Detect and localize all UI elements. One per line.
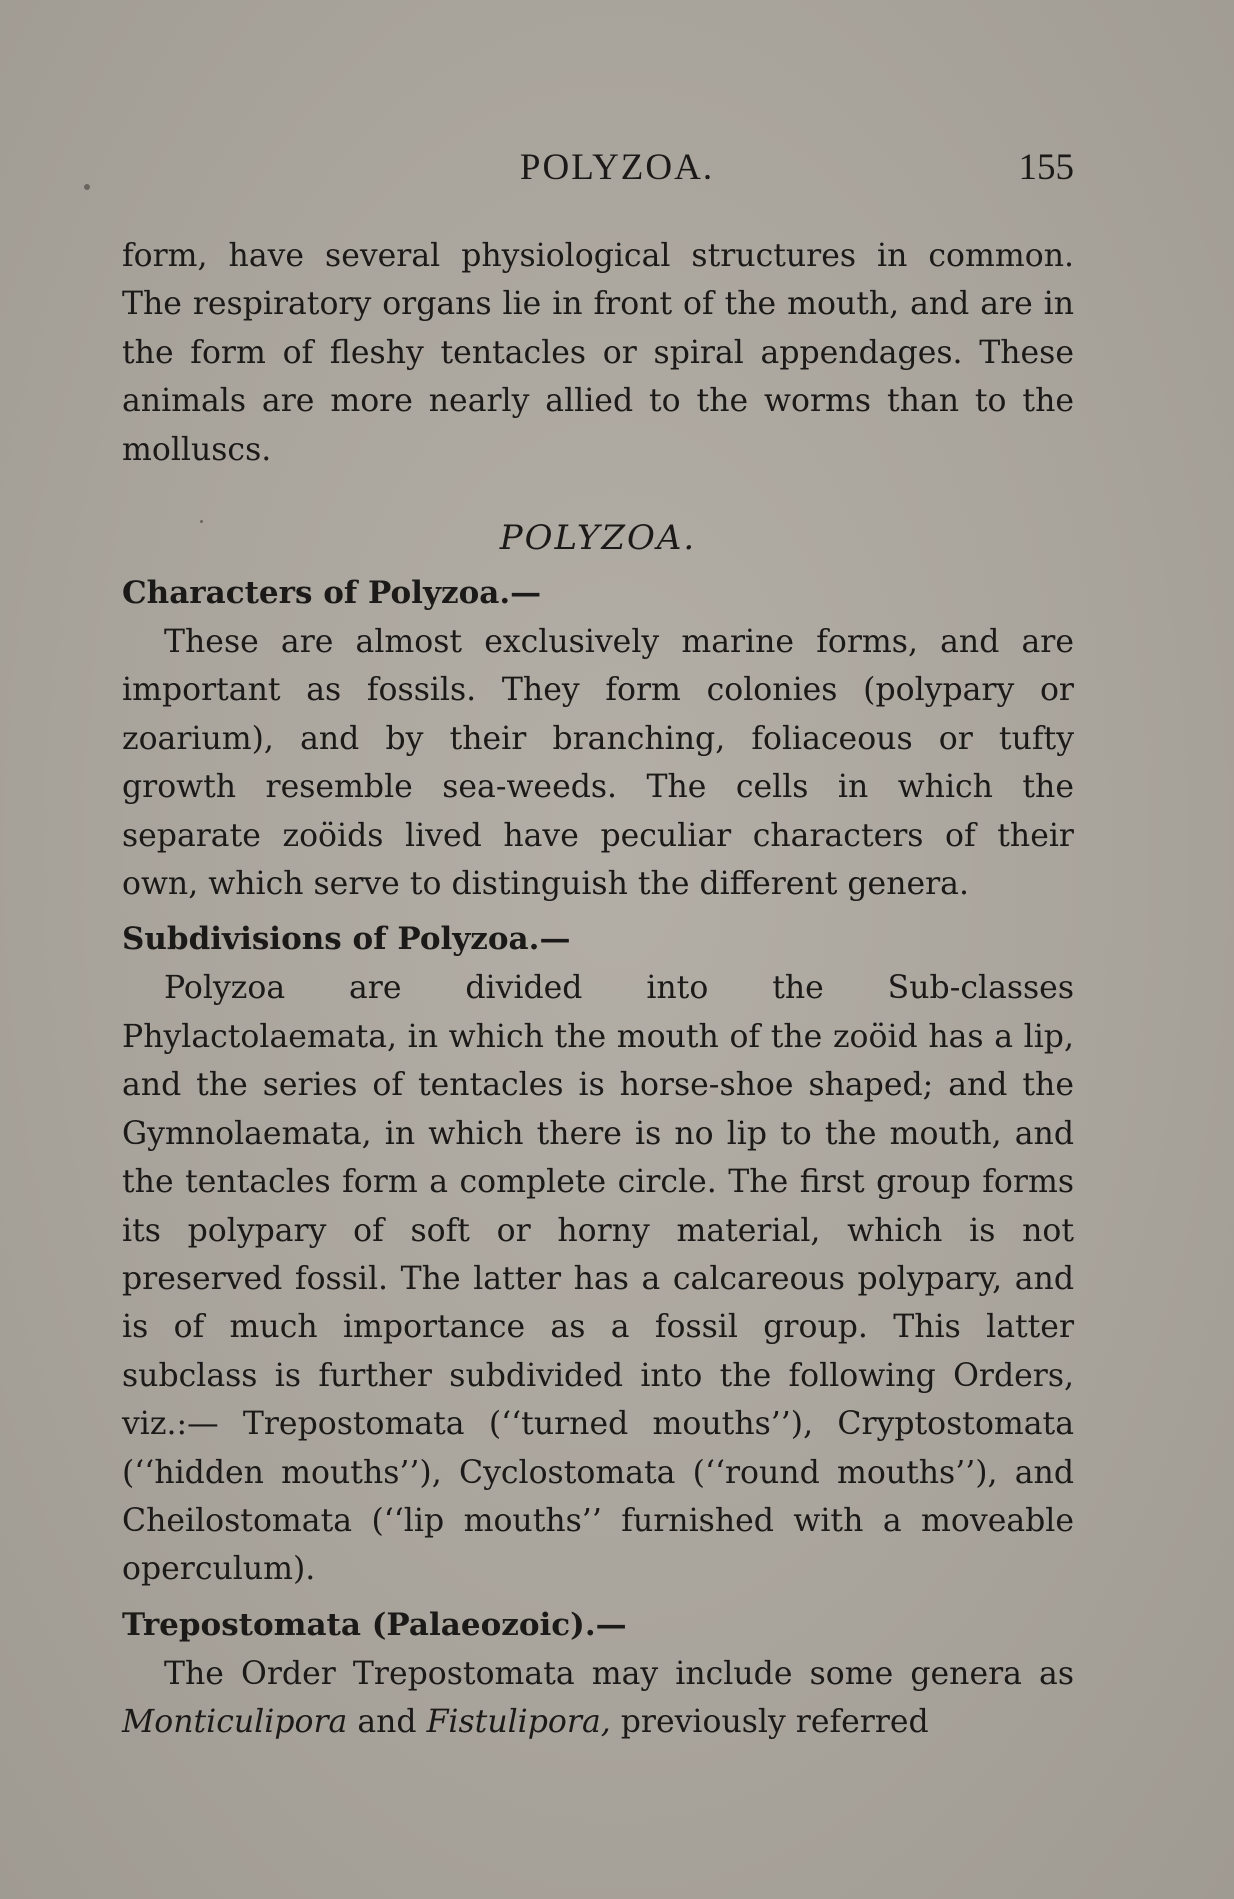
subdivisions-paragraph: Polyzoa are divided into the Sub-classes Phylactolaemata, in which the mouth of the zoöid has a lip, and the series of tentacles is horse-shoe shaped; and the Gymnolaemata, in which there is no lip to the mouth, and the tentacles form a complete circle. The first group forms its polypary of soft or horny material, which is not preserved fossil. The latter has a calcareous polypary, and is of much importance as a fossil group. This latter subclass is further subdivided into the following Orders, viz.:— Trepostomata (‘‘turned mouths’’), Cryptostomata (‘‘hidden mouths’’), Cyclostomata (‘‘round mouths’’), and Cheilostomata (‘‘lip mouths’’ furnished with a moveable operculum). [122,970,1074,1588]
trepostomata-paragraph [122,1650,1074,1747]
subdivisions-heading: Subdivisions of Polyzoa.— [122,921,571,958]
body-text [122,232,1074,1747]
trepostomata-text-start: The Order Trepostomata may include some genera as [164,1655,1074,1692]
running-header [0,143,1234,193]
characters-heading: Characters of Polyzoa.— [122,575,542,612]
genus-monticulipora: Monticulipora [122,1704,348,1741]
page-number: 155 [1018,147,1074,188]
trepostomata-heading: Trepostomata (Palaeozoic).— [122,1606,627,1643]
trepostomata-conjunction: and [357,1704,417,1741]
trepostomata-text-end: previously referred [620,1704,929,1741]
section-title: POLYZOA. [499,518,697,559]
genus-fistulipora: Fistulipora, [426,1704,611,1741]
characters-paragraph: These are almost exclusively marine forms, and are important as fossils. They form colonies (polypary or zoarium), and by their branching, foliaceous or tufty growth resemble sea-weeds. The cells in which the separate zoöids lived have peculiar characters of their own, which serve to distinguish the different genera. [122,624,1074,903]
running-title: POLYZOA. [519,147,715,188]
intro-paragraph: form, have several physiological structures in common. The respiratory organs lie in front of the mouth, and are in the form of fleshy tentacles or spiral appendages. These animals are more nearly allied to the worms than to the molluscs. [122,238,1074,468]
